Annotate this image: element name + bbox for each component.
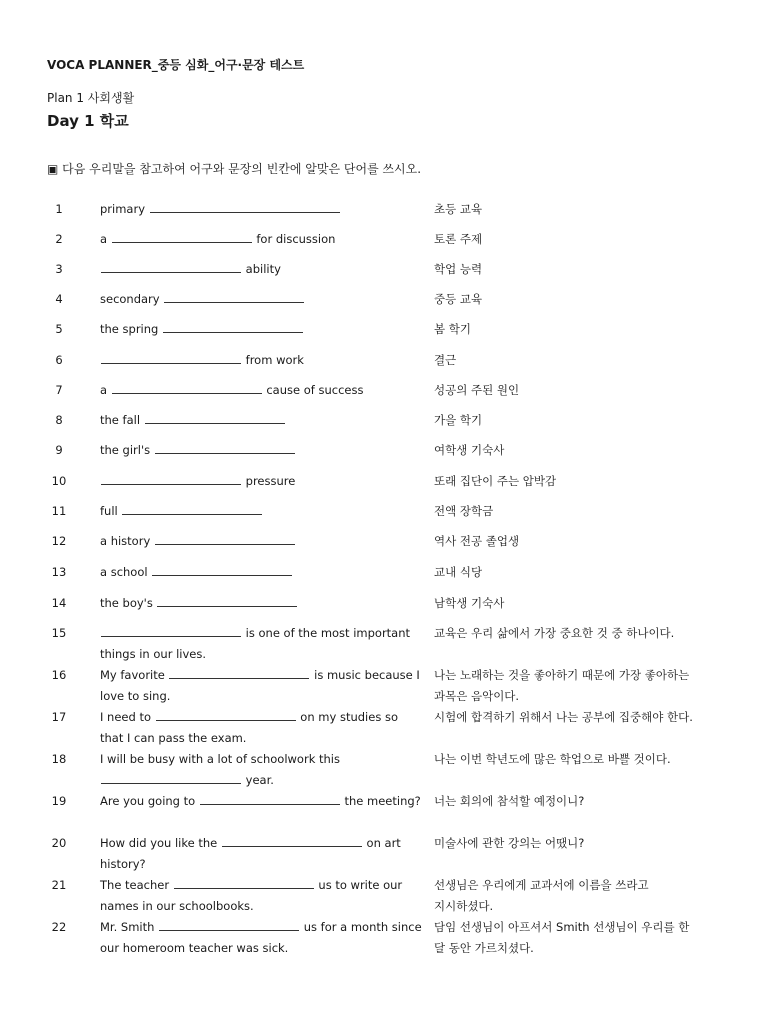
- answer-blank[interactable]: [112, 380, 262, 394]
- prompt-text-after: on my studies so that I can pass the exam.: [100, 710, 398, 745]
- prompt-text-before: the boy's: [100, 596, 157, 610]
- english-prompt: [100, 319, 422, 340]
- answer-blank[interactable]: [152, 562, 292, 576]
- english-prompt: [100, 749, 422, 791]
- prompt-text-before: a: [100, 232, 111, 246]
- korean-meaning: 중등 교육: [434, 292, 483, 306]
- korean-meaning: 나는 이번 학년도에 많은 학업으로 바쁠 것이다.: [434, 752, 671, 766]
- answer-blank[interactable]: [155, 440, 295, 454]
- prompt-text-after: the meeting?: [340, 794, 421, 808]
- question-number: 18: [51, 752, 67, 766]
- prompt-text-before: the spring: [100, 322, 162, 336]
- korean-meaning: 학업 능력: [434, 262, 483, 276]
- english-prompt: [100, 501, 422, 522]
- prompt-text-before: the girl's: [100, 443, 154, 457]
- question-number: 8: [55, 413, 63, 427]
- prompt-text-before: I need to: [100, 710, 155, 724]
- question-number: 21: [51, 878, 67, 892]
- korean-meaning: 토론 주제: [434, 232, 483, 246]
- english-prompt: [100, 350, 422, 371]
- korean-meaning: 남학생 기숙사: [434, 596, 505, 610]
- prompt-text-before: The teacher: [100, 878, 173, 892]
- english-prompt: [100, 707, 422, 749]
- question-number: 12: [51, 534, 67, 548]
- document-title: VOCA PLANNER_중등 심화_어구·문장 테스트: [47, 58, 305, 72]
- english-prompt: [100, 471, 422, 492]
- plan-label: Plan 1 사회생활: [47, 91, 135, 105]
- prompt-text-after: us for a month since our homeroom teacher was sick.: [100, 920, 422, 955]
- answer-blank[interactable]: [200, 791, 340, 805]
- answer-blank[interactable]: [101, 770, 241, 784]
- prompt-text-after: from work: [242, 353, 304, 367]
- korean-meaning: 전액 장학금: [434, 504, 494, 518]
- question-number: 9: [55, 443, 63, 457]
- english-prompt: [100, 833, 422, 875]
- question-number: 6: [55, 353, 63, 367]
- english-prompt: [100, 623, 422, 665]
- english-prompt: [100, 440, 422, 461]
- question-number: 5: [55, 322, 63, 336]
- question-number: 15: [51, 626, 67, 640]
- question-number: 3: [55, 262, 63, 276]
- prompt-text-before: a: [100, 383, 111, 397]
- answer-blank[interactable]: [155, 531, 295, 545]
- prompt-text-after: year.: [242, 773, 274, 787]
- prompt-text-before: a school: [100, 565, 152, 579]
- question-number: 2: [55, 232, 63, 246]
- question-number: 10: [51, 474, 67, 488]
- korean-meaning: 가을 학기: [434, 413, 483, 427]
- prompt-text-before: secondary: [100, 292, 164, 306]
- prompt-text-before: full: [100, 504, 122, 518]
- answer-blank[interactable]: [101, 350, 241, 364]
- english-prompt: [100, 531, 422, 552]
- prompt-text-after: on art history?: [100, 836, 401, 871]
- korean-meaning: 봄 학기: [434, 322, 471, 336]
- prompt-text-after: us to write our names in our schoolbooks.: [100, 878, 403, 913]
- prompt-text-before: Mr. Smith: [100, 920, 159, 934]
- answer-blank[interactable]: [164, 289, 304, 303]
- prompt-text-after: cause of success: [262, 383, 364, 397]
- english-prompt: [100, 917, 422, 959]
- prompt-text-after: for discussion: [252, 232, 336, 246]
- korean-meaning: 또래 집단이 주는 압박감: [434, 474, 557, 488]
- korean-meaning: 너는 회의에 참석할 예정이니?: [434, 794, 585, 808]
- english-prompt: [100, 289, 422, 310]
- answer-blank[interactable]: [150, 199, 340, 213]
- prompt-text-after: is one of the most important things in our lives.: [100, 626, 411, 661]
- question-number: 14: [51, 596, 67, 610]
- korean-meaning: 미술사에 관한 강의는 어땠니?: [434, 836, 585, 850]
- answer-blank[interactable]: [122, 501, 262, 515]
- prompt-text-before: the fall: [100, 413, 144, 427]
- korean-meaning: 성공의 주된 원인: [434, 383, 520, 397]
- english-prompt: [100, 199, 422, 220]
- prompt-text-after: ability: [242, 262, 281, 276]
- answer-blank[interactable]: [222, 833, 362, 847]
- english-prompt: [100, 380, 422, 401]
- korean-meaning: 시험에 합격하기 위해서 나는 공부에 집중해야 한다.: [434, 710, 693, 724]
- answer-blank[interactable]: [159, 917, 299, 931]
- instruction-text: ▣ 다음 우리말을 참고하여 어구와 문장의 빈칸에 알맞은 단어를 쓰시오.: [47, 162, 422, 176]
- korean-meaning: 교내 식당: [434, 565, 483, 579]
- prompt-text-before: My favorite: [100, 668, 169, 682]
- english-prompt: [100, 875, 422, 917]
- answer-blank[interactable]: [169, 665, 309, 679]
- answer-blank[interactable]: [112, 229, 252, 243]
- question-number: 11: [51, 504, 67, 518]
- question-number: 17: [51, 710, 67, 724]
- english-prompt: [100, 665, 422, 707]
- korean-meaning: 역사 전공 졸업생: [434, 534, 520, 548]
- english-prompt: [100, 562, 422, 583]
- answer-blank[interactable]: [101, 623, 241, 637]
- answer-blank[interactable]: [157, 593, 297, 607]
- question-number: 19: [51, 794, 67, 808]
- korean-meaning: 교육은 우리 삶에서 가장 중요한 것 중 하나이다.: [434, 626, 675, 640]
- question-number: 4: [55, 292, 63, 306]
- prompt-text-after: is music because I love to sing.: [100, 668, 420, 703]
- prompt-text-before: How did you like the: [100, 836, 221, 850]
- prompt-text-before: primary: [100, 202, 149, 216]
- answer-blank[interactable]: [174, 875, 314, 889]
- korean-meaning: 담임 선생님이 아프셔서 Smith 선생님이 우리를 한 달 동안 가르치셨다.: [434, 920, 690, 955]
- english-prompt: [100, 410, 422, 431]
- question-number: 13: [51, 565, 67, 579]
- korean-meaning: 나는 노래하는 것을 좋아하기 때문에 가장 좋아하는 과목은 음악이다.: [434, 668, 690, 703]
- english-prompt: [100, 229, 422, 250]
- prompt-text-before: Are you going to: [100, 794, 199, 808]
- answer-blank[interactable]: [101, 259, 241, 273]
- answer-blank[interactable]: [145, 410, 285, 424]
- question-number: 1: [55, 202, 63, 216]
- korean-meaning: 결근: [434, 353, 457, 367]
- prompt-text-before: I will be busy with a lot of schoolwork this: [100, 752, 340, 766]
- answer-blank[interactable]: [163, 319, 303, 333]
- english-prompt: [100, 791, 422, 812]
- english-prompt: [100, 593, 422, 614]
- prompt-text-before: a history: [100, 534, 154, 548]
- day-heading: Day 1 학교: [47, 112, 129, 130]
- prompt-text-after: pressure: [242, 474, 296, 488]
- korean-meaning: 여학생 기숙사: [434, 443, 505, 457]
- answer-blank[interactable]: [101, 471, 241, 485]
- question-number: 7: [55, 383, 63, 397]
- korean-meaning: 선생님은 우리에게 교과서에 이름을 쓰라고 지시하셨다.: [434, 878, 649, 913]
- question-number: 20: [51, 836, 67, 850]
- answer-blank[interactable]: [156, 707, 296, 721]
- english-prompt: [100, 259, 422, 280]
- korean-meaning: 초등 교육: [434, 202, 483, 216]
- question-number: 22: [51, 920, 67, 934]
- question-number: 16: [51, 668, 67, 682]
